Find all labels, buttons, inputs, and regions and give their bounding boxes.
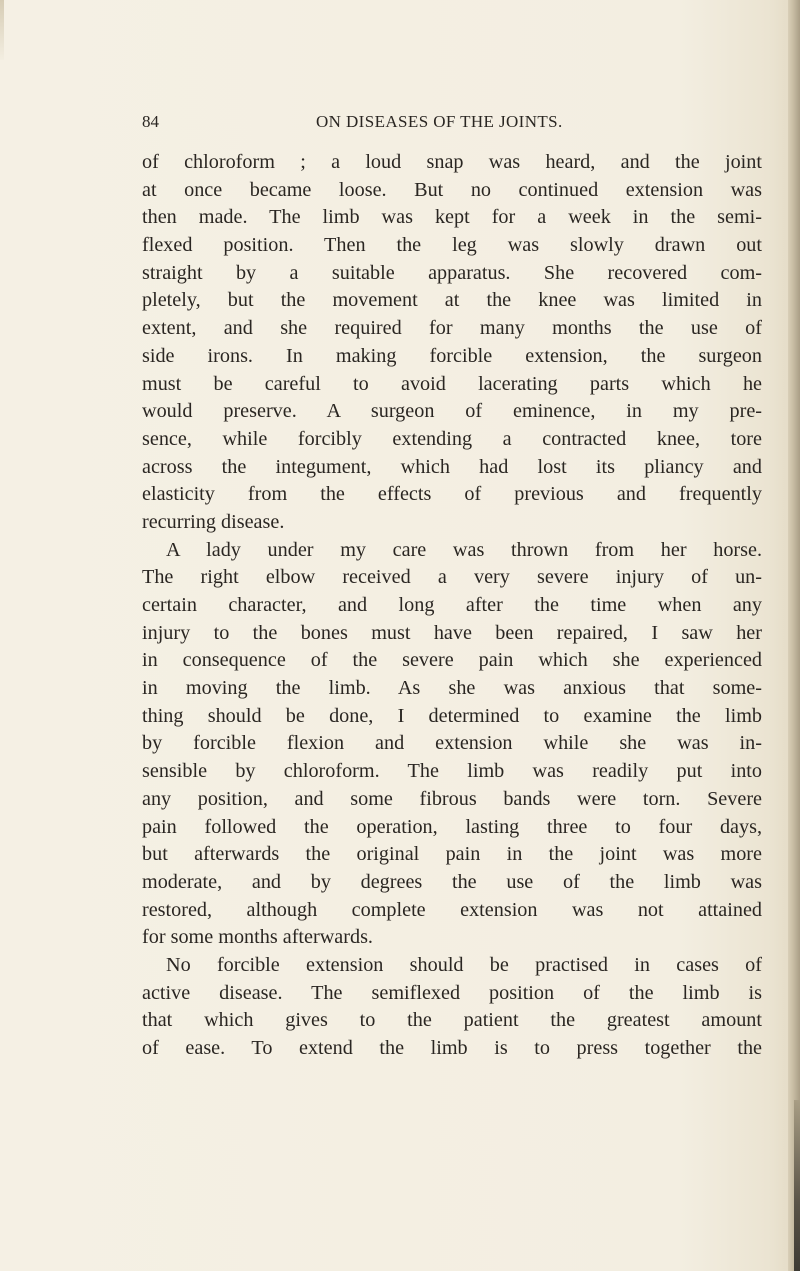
text-line: thing should be done, I determined to examine the limb [142, 704, 762, 727]
text-line: sensible by chloroform. The limb was readily put into [142, 760, 762, 783]
body-text [142, 149, 762, 1063]
text-line: restored, although complete extension was not attained [142, 898, 762, 921]
text-line: sence, while forcibly extending a contracted knee, tore [142, 427, 762, 450]
text-line: must be careful to avoid lacerating parts which he [142, 372, 762, 395]
text-line: pletely, but the movement at the knee was limited in [142, 289, 762, 312]
text-line: would preserve. A surgeon of eminence, in my pre- [142, 400, 762, 423]
text-line: certain character, and long after the time when any [142, 594, 762, 616]
text-line: elasticity from the effects of previous and frequently [142, 483, 762, 506]
text-line: in consequence of the severe pain which she experienced [142, 649, 762, 672]
text-line: by forcible flexion and extension while she was in- [142, 732, 762, 755]
text-line: then made. The limb was kept for a week in the semi- [142, 206, 762, 229]
text-line: active disease. The semiflexed position of the limb is [142, 981, 762, 1004]
text-line: straight by a suitable apparatus. She recovered com- [142, 261, 762, 284]
text-line: injury to the bones must have been repaired, I saw her [142, 621, 762, 644]
text-line: No forcible extension should be practised in cases of [166, 953, 762, 976]
text-line: pain followed the operation, lasting three to four days, [142, 815, 762, 838]
text-line: at once became loose. But no continued extension was [142, 178, 762, 201]
text-line: but afterwards the original pain in the joint was more [142, 843, 762, 866]
page-number: 84 [142, 112, 159, 131]
text-line: for some months afterwards. [142, 926, 373, 949]
text-line: across the integument, which had lost its pliancy and [142, 455, 762, 478]
text-line: that which gives to the patient the greatest amount [142, 1009, 762, 1032]
text-line: flexed position. Then the leg was slowly drawn out [142, 234, 762, 257]
text-line: The right elbow received a very severe injury of un- [142, 566, 762, 589]
running-title: ON DISEASES OF THE JOINTS. [316, 112, 563, 131]
text-line: moderate, and by degrees the use of the limb was [142, 870, 762, 893]
text-line: side irons. In making forcible extension, the surgeon [142, 344, 762, 367]
text-line: extent, and she required for many months the use of [142, 317, 762, 340]
text-line: recurring disease. [142, 510, 285, 533]
text-line: in moving the limb. As she was anxious that some- [142, 677, 762, 700]
running-head [0, 112, 800, 142]
text-line: of chloroform ; a loud snap was heard, and the joint [142, 151, 762, 173]
text-line: of ease. To extend the limb is to press together the [142, 1037, 762, 1059]
page-left-edge-shadow [0, 0, 4, 60]
page-right-edge-shadow [788, 0, 800, 1271]
text-line: any position, and some fibrous bands were torn. Severe [142, 787, 762, 810]
text-line: A lady under my care was thrown from her horse. [166, 538, 762, 561]
page-binding-shadow [794, 1100, 800, 1271]
